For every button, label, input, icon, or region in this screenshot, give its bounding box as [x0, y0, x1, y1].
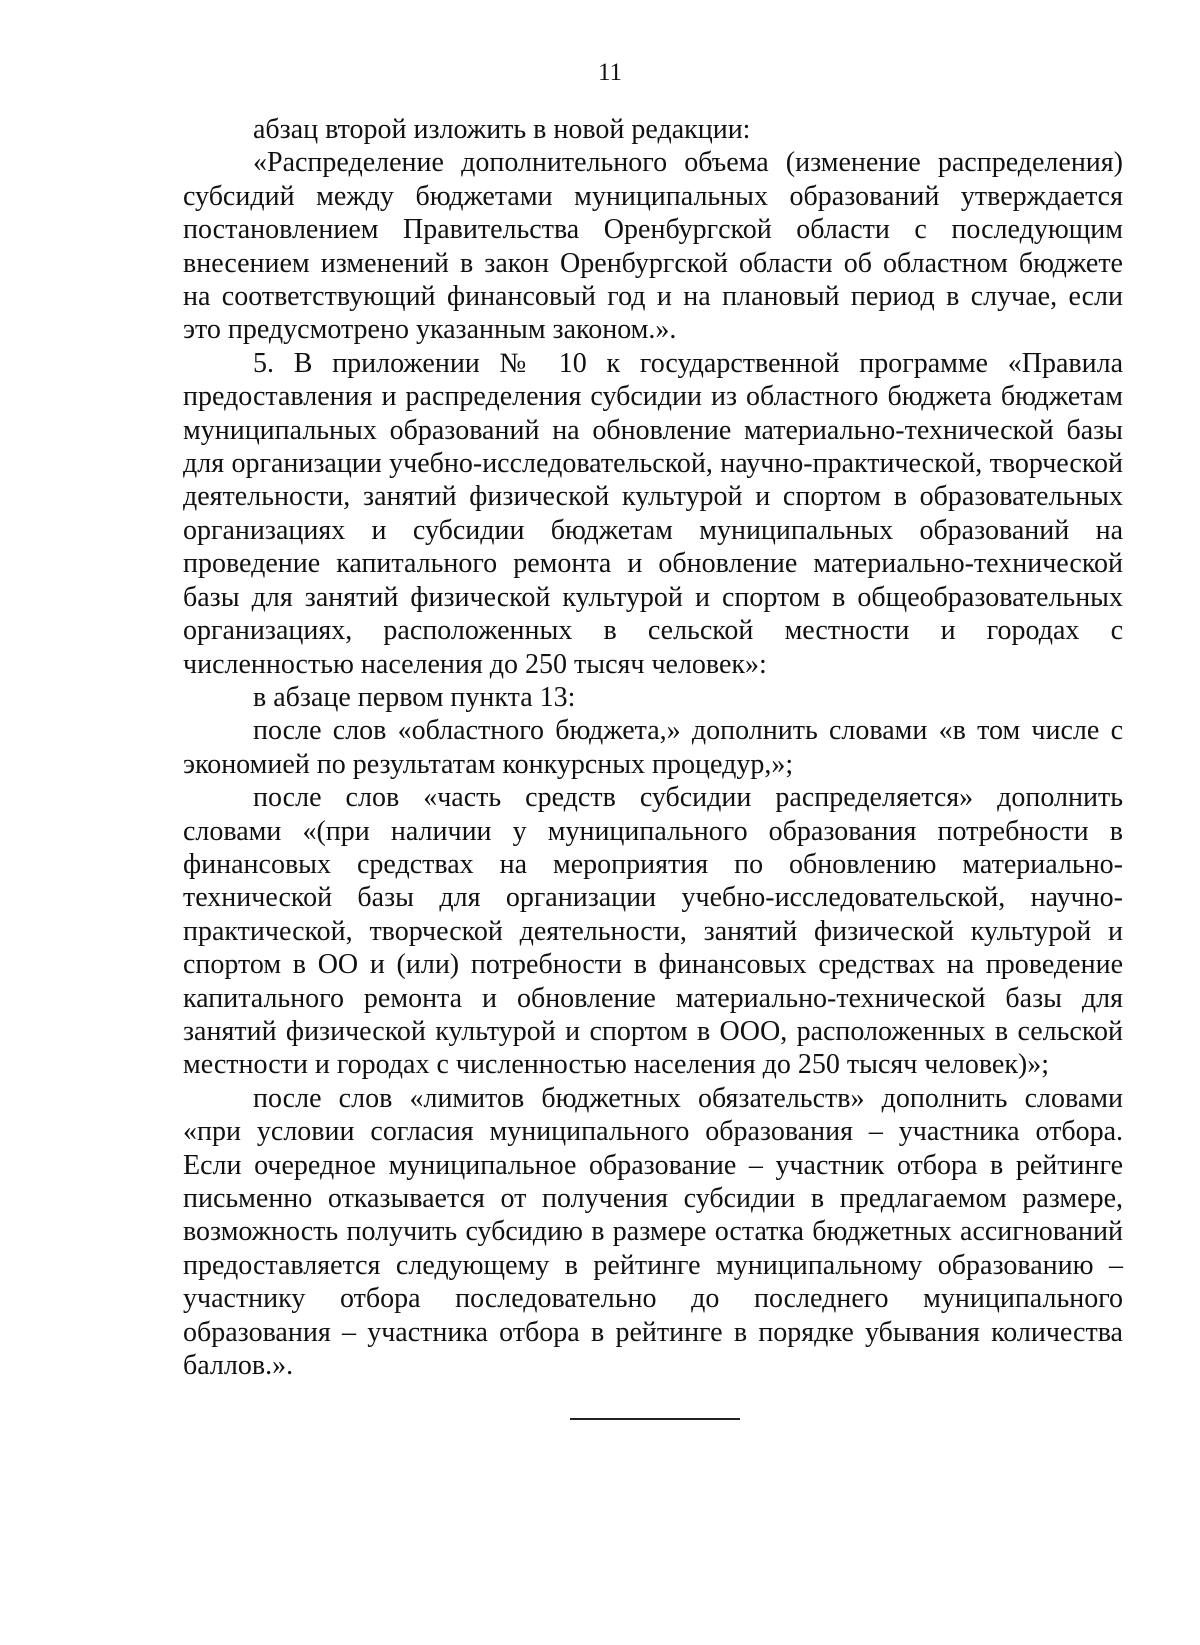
paragraph-distribution-quote: «Распределение дополнительного объема (изменение распределения) субсидий между бюджетами муниципальных образований утверждается постановлением Правительства Оренбургской области с последующим внесением изменений в закон Оренбургской области об областном бюджете на соответствующий финансовый год и на плановый период в случае, если это предусмотрено указанным законом.». [183, 147, 1123, 346]
paragraph-amendment-budget: после слов «областного бюджета,» дополнить словами «в том числе с экономией по результатам конкурсных процедур,»; [183, 715, 1123, 780]
paragraph-clause-13: в абзаце первом пункта 13: [253, 681, 576, 713]
paragraph-intro: абзац второй изложить в новой редакции: [253, 114, 751, 145]
page-number: 11 [597, 59, 623, 86]
paragraph-amendment-limits: после слов «лимитов бюджетных обязательств» дополнить словами «при условии согласия муниципального образования – участника отбора. Если очередное муниципальное образование – участник отбора в рейтинге письменно отказывается от получения субсидии в предлагаемом размере, возможность получить субсидию в размере остатка бюджетных ассигнований предоставляется следующему в рейтинге муниципальному образованию – участнику отбора последовательно до последнего муниципального образования – участника отбора в рейтинге в порядке убывания количества баллов.». [183, 1082, 1123, 1382]
end-divider [570, 1418, 740, 1420]
document-body [183, 113, 1123, 1382]
paragraph-amendment-subsidy: после слов «часть средств субсидии распределяется» дополнить словами «(при наличии у муниципального образования потребности в финансовых средствах на мероприятия по обновлению материально-технической базы для организации учебно-исследовательской, научно-практической, творческой деятельности, занятий физической культурой и спортом в ОО и (или) потребности в финансовых средствах на проведение капитального ремонта и обновление материально-технической базы для занятий физической культурой и спортом в ООО, расположенных в сельской местности и городах с численностью населения до 250 тысяч человек)»; [183, 782, 1123, 1081]
paragraph-item-5: 5. В приложении № 10 к государственной программе «Правила предоставления и распределения субсидии из областного бюджета бюджетам муниципальных образований на обновление материально-технической базы для организации учебно-исследовательской, научно-практической, творческой деятельности, занятий физической культурой и спортом в образовательных организациях и субсидии бюджетам муниципальных образований на проведение капитального ремонта и обновление материально-технической базы для занятий физической культурой и спортом в общеобразовательных организациях, расположенных в сельской местности и городах с численностью населения до 250 тысяч человек»: [183, 347, 1123, 680]
